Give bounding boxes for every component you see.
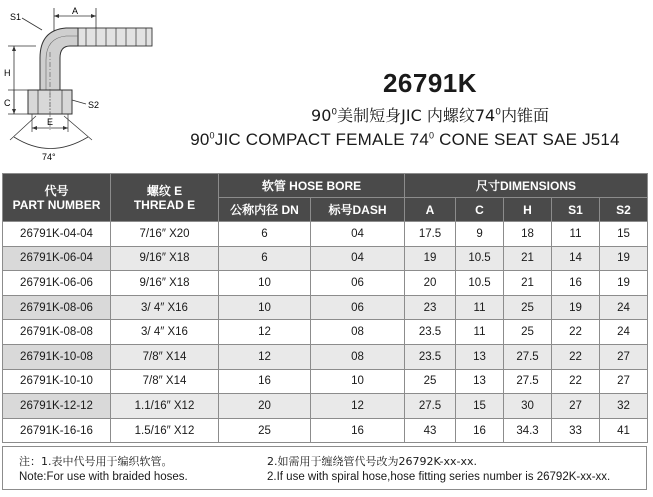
title-cn-suffix: 内锥面 (500, 106, 549, 125)
cell-part: 26791K-10-10 (3, 369, 111, 394)
cell-s1: 14 (552, 246, 600, 271)
cell-h: 18 (504, 222, 552, 247)
cell-a: 25 (405, 369, 456, 394)
cell-a: 20 (405, 271, 456, 296)
cell-s2: 32 (600, 394, 648, 419)
cell-dn: 25 (219, 418, 311, 443)
cell-h: 27.5 (504, 344, 552, 369)
cell-a: 23 (405, 295, 456, 320)
cell-c: 13 (456, 369, 504, 394)
title-cn-prefix: 90 (311, 106, 332, 125)
cell-h: 27.5 (504, 369, 552, 394)
cell-c: 16 (456, 418, 504, 443)
cell-dn: 12 (219, 320, 311, 345)
note-1-chinese: 注：1.表中代号用于编织软管。 (19, 455, 173, 468)
cell-c: 10.5 (456, 246, 504, 271)
cell-c: 11 (456, 295, 504, 320)
drawing-label-a: A (72, 6, 79, 16)
cell-dn: 20 (219, 394, 311, 419)
header-thread-en: THREAD E (133, 197, 196, 212)
cell-thread: 9/16″ X18 (111, 246, 219, 271)
header-part-cn: 代号 (44, 183, 69, 198)
cell-dn: 10 (219, 271, 311, 296)
title-en-degree: 0 (209, 130, 215, 141)
title-en-degree-2: 0 (429, 130, 435, 141)
cell-c: 15 (456, 394, 504, 419)
drawing-label-e: E (47, 117, 54, 127)
cell-part: 26791K-10-08 (3, 344, 111, 369)
header-thread (111, 174, 219, 222)
header-s1: S1 (552, 198, 600, 222)
cell-dash: 16 (311, 418, 405, 443)
cell-part: 26791K-08-08 (3, 320, 111, 345)
cell-part: 26791K-16-16 (3, 418, 111, 443)
table-row (3, 271, 648, 296)
notes-box (2, 446, 647, 490)
header-hose-bore: 软管 HOSE BORE (219, 174, 405, 198)
cell-a: 23.5 (405, 344, 456, 369)
cell-h: 34.3 (504, 418, 552, 443)
table-row (3, 369, 648, 394)
cell-s2: 24 (600, 295, 648, 320)
part-number-title: 26791K (382, 68, 478, 98)
table-row (3, 344, 648, 369)
cell-h: 25 (504, 320, 552, 345)
cell-s1: 22 (552, 344, 600, 369)
cell-part: 26791K-06-06 (3, 271, 111, 296)
cell-s2: 19 (600, 271, 648, 296)
cell-dn: 12 (219, 344, 311, 369)
cell-part: 26791K-08-06 (3, 295, 111, 320)
cell-s1: 33 (552, 418, 600, 443)
cell-s1: 11 (552, 222, 600, 247)
drawing-label-c: C (4, 98, 11, 108)
cell-s2: 19 (600, 246, 648, 271)
table-row (3, 222, 648, 247)
cell-a: 19 (405, 246, 456, 271)
cell-s1: 22 (552, 320, 600, 345)
cell-c: 9 (456, 222, 504, 247)
cell-a: 17.5 (405, 222, 456, 247)
cell-part: 26791K-04-04 (3, 222, 111, 247)
title-cn-mid: 美制短身JIC 内螺纹74 (337, 106, 496, 125)
cell-dash: 06 (311, 295, 405, 320)
cell-part: 26791K-06-04 (3, 246, 111, 271)
cell-part: 26791K-12-12 (3, 394, 111, 419)
header-part-en: PART NUMBER (12, 197, 101, 212)
drawing-label-s2: S2 (88, 100, 100, 110)
cell-thread: 3/ 4″ X16 (111, 320, 219, 345)
cell-thread: 7/8″ X14 (111, 369, 219, 394)
cell-dash: 10 (311, 369, 405, 394)
title-en-mid: JIC COMPACT FEMALE 74 (214, 130, 429, 149)
drawing-label-s1: S1 (10, 12, 22, 22)
cell-thread: 9/16″ X18 (111, 271, 219, 296)
cell-c: 13 (456, 344, 504, 369)
title-en-prefix: 90 (190, 130, 210, 149)
note-2-chinese: 2.如需用于缠绕管代号改为26792K-xx-xx. (267, 455, 478, 468)
note-2-english: 2.If use with spiral hose,hose fitting series number is 26792K-xx-xx. (267, 471, 611, 483)
cell-dash: 04 (311, 246, 405, 271)
cell-h: 21 (504, 271, 552, 296)
cell-s2: 24 (600, 320, 648, 345)
cell-c: 10.5 (456, 271, 504, 296)
cell-dash: 08 (311, 344, 405, 369)
cell-thread: 7/16″ X20 (111, 222, 219, 247)
title-cn-degree-2: 0 (495, 107, 501, 118)
header-part-number (3, 174, 111, 222)
cell-s1: 22 (552, 369, 600, 394)
cell-dn: 6 (219, 246, 311, 271)
cell-thread: 3/ 4″ X16 (111, 295, 219, 320)
cell-h: 30 (504, 394, 552, 419)
header-h: H (504, 198, 552, 222)
cell-h: 21 (504, 246, 552, 271)
cell-a: 27.5 (405, 394, 456, 419)
cell-dash: 04 (311, 222, 405, 247)
cell-a: 43 (405, 418, 456, 443)
cell-h: 25 (504, 295, 552, 320)
drawing-label-angle: 74° (42, 152, 56, 162)
cell-thread: 7/8″ X14 (111, 344, 219, 369)
cell-dn: 16 (219, 369, 311, 394)
table-row (3, 295, 648, 320)
table-row (3, 246, 648, 271)
drawing-label-h: H (4, 68, 11, 78)
header-thread-cn: 螺纹 E (146, 183, 183, 198)
title-en-suffix: CONE SEAT SAE J514 (434, 130, 620, 149)
cell-thread: 1.1/16″ X12 (111, 394, 219, 419)
cell-dash: 06 (311, 271, 405, 296)
fitting-drawing (0, 0, 175, 165)
header-c: C (456, 198, 504, 222)
cell-dn: 6 (219, 222, 311, 247)
cell-s1: 27 (552, 394, 600, 419)
table-row (3, 418, 648, 443)
note-1-english: Note:For use with braided hoses. (19, 471, 188, 483)
cell-c: 11 (456, 320, 504, 345)
title-cn-degree: 0 (331, 107, 338, 118)
cell-thread: 1.5/16″ X12 (111, 418, 219, 443)
header-dimensions: 尺寸DIMENSIONS (405, 174, 648, 198)
cell-s1: 16 (552, 271, 600, 296)
cell-s2: 27 (600, 344, 648, 369)
cell-s2: 15 (600, 222, 648, 247)
header-s2: S2 (600, 198, 648, 222)
cell-s2: 27 (600, 369, 648, 394)
cell-dn: 10 (219, 295, 311, 320)
title-english (160, 130, 650, 150)
header-dash: 标号DASH (311, 198, 405, 222)
header-dn: 公称内径 DN (219, 198, 311, 222)
header-a: A (405, 198, 456, 222)
table-row (3, 320, 648, 345)
table-row (3, 394, 648, 419)
cell-s2: 41 (600, 418, 648, 443)
cell-dash: 08 (311, 320, 405, 345)
cell-a: 23.5 (405, 320, 456, 345)
cell-dash: 12 (311, 394, 405, 419)
cell-s1: 19 (552, 295, 600, 320)
specification-table (2, 173, 648, 443)
title-chinese (240, 103, 620, 126)
